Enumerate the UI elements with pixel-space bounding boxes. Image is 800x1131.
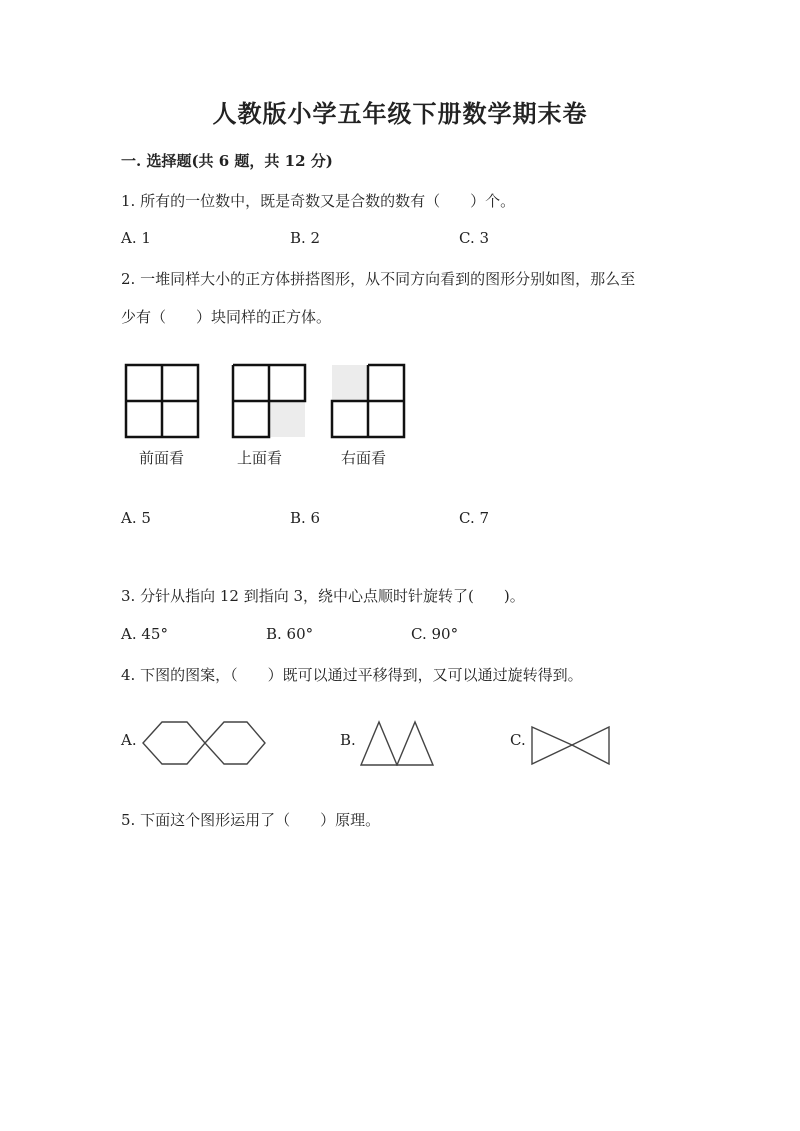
question-5-text: 5. 下面这个图形运用了（ ）原理。 bbox=[121, 811, 381, 829]
right-view-diagram bbox=[332, 365, 404, 437]
q1-option-c: C. 3 bbox=[459, 229, 490, 247]
question-1-text: 1. 所有的一位数中，既是奇数又是合数的数有（ ）个。 bbox=[121, 192, 516, 210]
bowtie-pattern bbox=[532, 727, 609, 764]
q2-option-c: C. 7 bbox=[459, 509, 490, 527]
hexagon-pattern bbox=[143, 722, 265, 764]
question-4-text: 4. 下图的图案，（ ）既可以通过平移得到，又可以通过旋转得到。 bbox=[121, 666, 583, 684]
question-2-text-line2: 少有（ ）块同样的正方体。 bbox=[121, 308, 332, 326]
q2-option-b: B. 6 bbox=[290, 509, 321, 527]
q1-option-b: B. 2 bbox=[290, 229, 321, 247]
q3-option-a: A. 45° bbox=[121, 625, 168, 643]
q2-option-a: A. 5 bbox=[121, 509, 151, 527]
question-3-text: 3. 分针从指向 12 到指向 3，绕中心点顺时针旋转了( )。 bbox=[121, 587, 525, 605]
q3-option-c: C. 90° bbox=[411, 625, 459, 643]
q4-option-c-label: C. bbox=[510, 731, 526, 749]
right-view-label: 右面看 bbox=[341, 449, 387, 467]
triangle-pattern bbox=[361, 722, 433, 765]
section-heading: 一. 选择题(共 6 题，共 12 分) bbox=[121, 152, 333, 170]
question-2-text-line1: 2. 一堆同样大小的正方体拼搭图形，从不同方向看到的图形分别如图，那么至 bbox=[121, 270, 636, 288]
front-view-diagram bbox=[126, 365, 198, 437]
q1-option-a: A. 1 bbox=[121, 229, 151, 247]
top-view-label: 上面看 bbox=[237, 449, 283, 467]
q3-option-b: B. 60° bbox=[266, 625, 314, 643]
front-view-label: 前面看 bbox=[139, 449, 185, 467]
q4-option-b-label: B. bbox=[340, 731, 356, 749]
q4-option-a-label: A. bbox=[121, 731, 137, 749]
page-title: 人教版小学五年级下册数学期末卷 bbox=[212, 99, 588, 128]
top-view-diagram bbox=[233, 365, 305, 437]
